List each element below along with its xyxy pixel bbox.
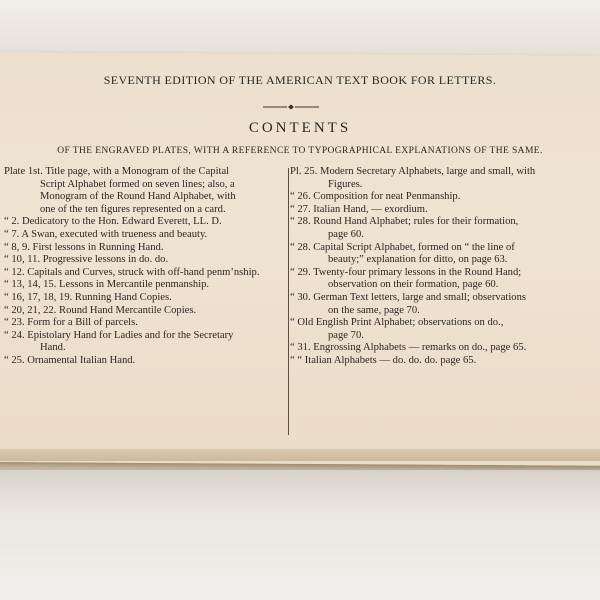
- entry-text: Capitals and Curves, struck with off-hand penm’nship.: [27, 266, 260, 278]
- contents-entry: [290, 292, 570, 317]
- plate-number: “ 23.: [4, 317, 25, 329]
- plate-number: “ 10, 11.: [4, 254, 41, 266]
- contents-entry: [4, 305, 286, 318]
- contents-entry: [290, 242, 570, 267]
- plate-number: “ 25.: [4, 354, 25, 366]
- ornament-divider-icon: [263, 103, 319, 111]
- plate-number: “ 27.: [290, 203, 311, 215]
- entry-text: Round Hand Alphabet; rules for their formation,: [313, 216, 519, 228]
- contents-entry: [4, 292, 286, 305]
- plate-number: “: [290, 317, 295, 329]
- entry-text: Twenty-four primary lessons in the Round Hand;: [313, 266, 522, 278]
- contents-entry: [4, 242, 286, 255]
- entry-text: Capital Script Alphabet, formed on “ the line of: [313, 241, 515, 253]
- entry-continuation: beauty;” explanation for ditto, on page 63.: [328, 254, 508, 266]
- contents-entry: [4, 355, 286, 368]
- page-bottom-edge: [0, 449, 600, 461]
- entry-text: German Text letters, large and small; observations: [313, 291, 526, 303]
- contents-entry: [4, 254, 286, 267]
- entry-continuation: one of the ten figures represented on a card.: [40, 203, 226, 215]
- entry-text: Modern Secretary Alphabets, large and small, with: [320, 166, 536, 177]
- plate-number: Plate 1st.: [4, 166, 43, 177]
- plate-number: “ 28.: [290, 216, 311, 228]
- plate-number: “ “: [290, 354, 303, 366]
- plate-number: “ 12.: [4, 266, 25, 278]
- entry-continuation: Script Alphabet formed on seven lines; also, a: [40, 178, 235, 190]
- entry-text: Italian Alphabets — do. do. do. page 65.: [304, 354, 477, 366]
- plate-number: “ 28.: [290, 241, 311, 253]
- plate-number: “ 7.: [4, 228, 20, 240]
- entry-text: First lessons in Running Hand.: [32, 241, 164, 253]
- contents-left-column: [4, 166, 286, 368]
- entry-text: Title page, with a Monogram of the Capital: [45, 166, 230, 177]
- contents-entry: [4, 216, 286, 229]
- entry-continuation: page 70.: [328, 329, 364, 341]
- contents-entry: [290, 216, 570, 241]
- contents-heading: CONTENTS: [248, 120, 352, 136]
- contents-entry: [4, 267, 286, 280]
- plate-number: Pl. 25.: [290, 166, 318, 177]
- entry-text: Ornamental Italian Hand.: [27, 354, 136, 366]
- plate-number: “ 30.: [290, 291, 311, 303]
- entry-text: Dedicatory to the Hon. Edward Everett, LL. D.: [21, 216, 222, 228]
- column-divider: [288, 168, 289, 435]
- contents-entry: [290, 342, 570, 355]
- background-bottom: [0, 470, 600, 600]
- entry-text: Lessons in Mercantile penmanship.: [59, 279, 210, 291]
- plate-number: “ 26.: [290, 191, 311, 203]
- contents-entry: [4, 279, 286, 292]
- plate-number: “ 31.: [290, 342, 311, 354]
- entry-continuation: Figures.: [328, 178, 363, 190]
- entry-text: Running Hand Copies.: [74, 291, 172, 303]
- contents-entry: [290, 317, 570, 342]
- entry-text: Old English Print Alphabet; observations on do.,: [297, 317, 504, 329]
- plate-number: “ 16, 17, 18, 19.: [4, 291, 73, 303]
- contents-entry: [290, 191, 570, 204]
- entry-continuation: Hand.: [40, 342, 66, 354]
- plate-number: “ 24.: [4, 329, 25, 341]
- contents-entry: [4, 229, 286, 242]
- contents-entry: [4, 317, 286, 330]
- contents-entry: [290, 204, 570, 217]
- entry-text: Engrossing Alphabets — remarks on do., page 65.: [313, 342, 527, 354]
- entry-continuation: Monogram of the Round Hand Alphabet, with: [40, 191, 236, 203]
- plate-number: “ 2.: [4, 216, 20, 228]
- contents-entry: [290, 355, 570, 368]
- entry-text: Composition for neat Penmanship.: [313, 191, 461, 203]
- contents-subtitle: OF THE ENGRAVED PLATES, WITH A REFERENCE TO TYPOGRAPHICAL EXPLANATIONS OF THE SAME.: [57, 146, 543, 156]
- entry-continuation: observation on their formation, page 60.: [328, 279, 499, 291]
- contents-entry: [290, 166, 570, 191]
- plate-number: “ 20, 21, 22.: [4, 304, 57, 316]
- contents-entry: [4, 330, 286, 355]
- contents-entry: [290, 267, 570, 292]
- entry-continuation: on the same, page 70.: [328, 304, 420, 316]
- entry-text: Round Hand Mercantile Copies.: [59, 304, 197, 316]
- contents-entry: [4, 166, 286, 216]
- entry-text: Form for a Bill of parcels.: [27, 317, 138, 329]
- plate-number: “ 13, 14, 15.: [4, 279, 57, 291]
- entry-text: Italian Hand, — exordium.: [313, 203, 428, 215]
- entry-text: A Swan, executed with trueness and beauty.: [21, 228, 208, 240]
- background-top: [0, 0, 600, 60]
- plate-number: “ 8, 9.: [4, 241, 30, 253]
- entry-text: Progressive lessons in do. do.: [42, 254, 169, 266]
- edition-title: SEVENTH EDITION OF THE AMERICAN TEXT BOOK FOR LETTERS.: [103, 73, 497, 87]
- plate-number: “ 29.: [290, 266, 311, 278]
- entry-text: Epistolary Hand for Ladies and for the Secretary: [27, 329, 234, 341]
- contents-right-column: [290, 166, 570, 368]
- entry-continuation: page 60.: [328, 228, 364, 240]
